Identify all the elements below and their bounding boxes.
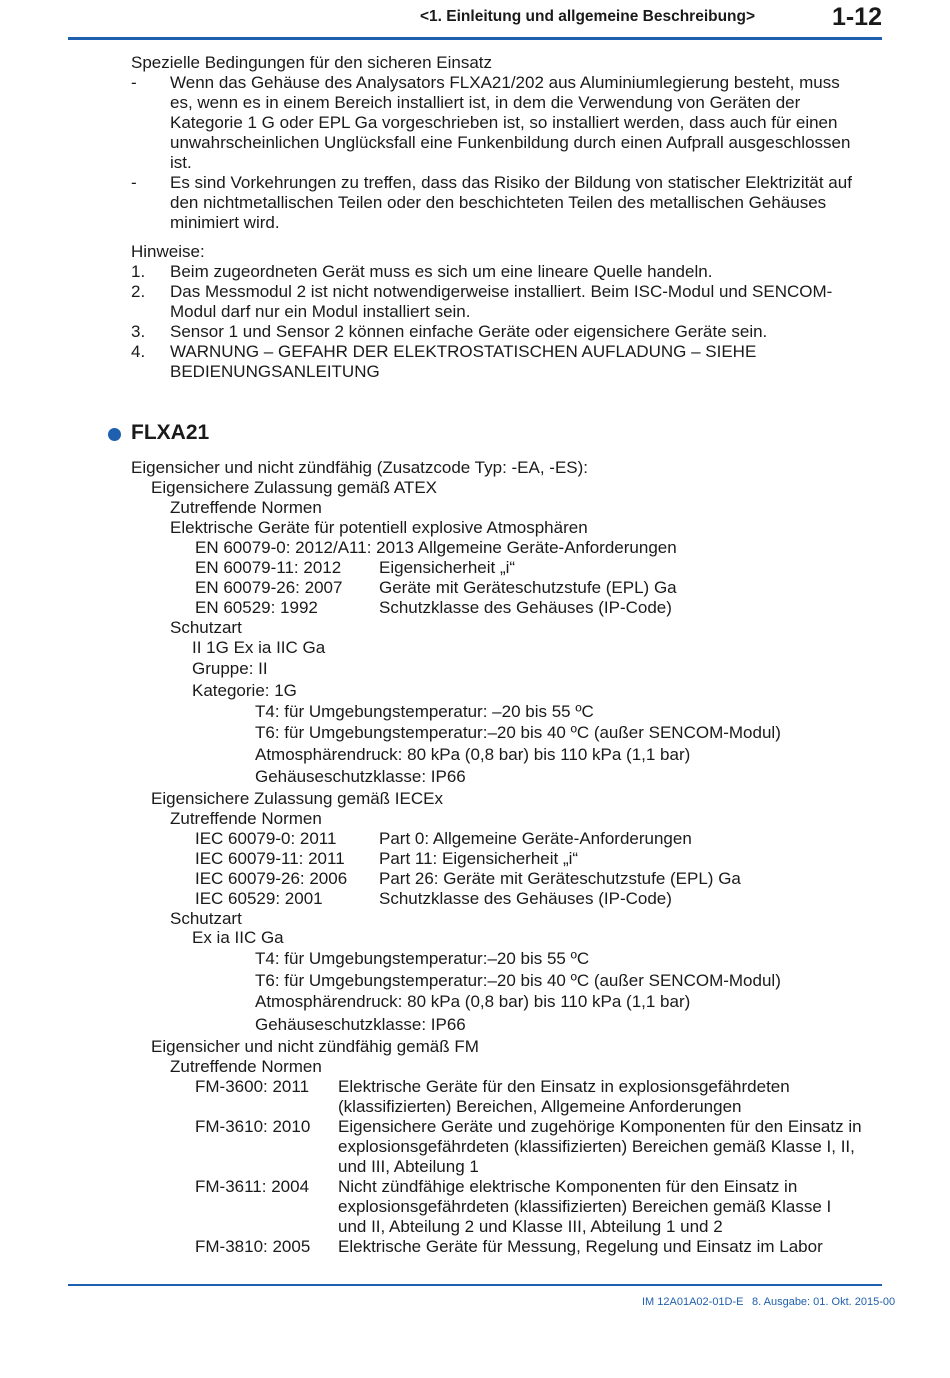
note-2-line: Modul darf nur ein Modul installiert sein. [170, 302, 471, 321]
conditions-item-1-line: Kategorie 1 G oder EPL Ga vorgeschrieben ist, so installiert werden, dass auch für einen [170, 113, 838, 132]
fm-standard-code: FM-3600: 2011 [195, 1077, 310, 1096]
atex-standard-desc: Eigensicherheit „i“ [379, 558, 516, 577]
atex-standard-code: EN 60079-0: 2012/A11: 2013 Allgemeine Geräte-Anforderungen [195, 538, 677, 557]
document-id: IM 12A01A02-01D-E [642, 1296, 744, 1308]
atex-standard-desc: Geräte mit Geräteschutzstufe (EPL) Ga [379, 578, 677, 597]
note-2-marker: 2. [131, 282, 146, 301]
iecex-standard-code: IEC 60079-26: 2006 [195, 869, 348, 888]
iecex-detail: T4: für Umgebungstemperatur:–20 bis 55 ºC [255, 949, 590, 968]
chapter-header: <1. Einleitung und allgemeine Beschreibung> [420, 8, 756, 25]
fm-standards-label: Zutreffende Normen [170, 1057, 322, 1076]
page-number: 1-12 [831, 3, 882, 31]
fm-standard-line: explosionsgefährdeten (klassifizierten) Bereichen gemäß Klasse I [338, 1197, 832, 1216]
conditions-item-1-marker: - [131, 73, 137, 92]
atex-title: Eigensichere Zulassung gemäß ATEX [151, 478, 437, 497]
fm-standard-code: FM-3611: 2004 [195, 1177, 310, 1196]
note-1-line: Beim zugeordneten Gerät muss es sich um eine lineare Quelle handeln. [170, 262, 713, 281]
conditions-item-2-line: minimiert wird. [170, 213, 280, 232]
iecex-marking: Ex ia IIC Ga [192, 928, 284, 947]
section-bullet-icon [108, 428, 121, 441]
atex-detail: Atmosphärendruck: 80 kPa (0,8 bar) bis 110 kPa (1,1 bar) [255, 745, 691, 764]
fm-standard-code: FM-3810: 2005 [195, 1237, 311, 1256]
conditions-item-1-line: es, wenn es in einem Bereich installiert ist, in dem die Verwendung von Geräten der [170, 93, 801, 112]
iecex-standard-desc: Schutzklasse des Gehäuses (IP-Code) [379, 889, 672, 908]
note-4-line: WARNUNG – GEFAHR DER ELEKTROSTATISCHEN AUFLADUNG – SIEHE [170, 342, 757, 361]
note-3-line: Sensor 1 und Sensor 2 können einfache Geräte oder eigensichere Geräte sein. [170, 322, 768, 341]
iecex-title: Eigensichere Zulassung gemäß IECEx [151, 789, 443, 808]
atex-marking: II 1G Ex ia IIC Ga [192, 638, 326, 657]
conditions-item-1-line: Wenn das Gehäuse des Analysators FLXA21/202 aus Aluminiumlegierung besteht, muss [170, 73, 840, 92]
fm-standard-line: explosionsgefährdeten (klassifizierten) Bereichen gemäß Klasse I, II, [338, 1137, 855, 1156]
conditions-title: Spezielle Bedingungen für den sicheren Einsatz [131, 53, 493, 72]
fm-standard-line: Elektrische Geräte für den Einsatz in explosionsgefährdeten [338, 1077, 790, 1096]
note-3-marker: 3. [131, 322, 146, 341]
atex-standard-code: EN 60079-11: 2012 [195, 558, 342, 577]
conditions-item-1-line: unwahrscheinlichen Unglücksfall eine Funkenbildung durch einen Aufprall ausgeschlossen [170, 133, 851, 152]
note-2-line: Das Messmodul 2 ist nicht notwendigerweise installiert. Beim ISC-Modul und SENCOM- [170, 282, 833, 301]
atex-standard-code: EN 60529: 1992 [195, 598, 318, 617]
fm-standard-line: Nicht zündfähige elektrische Komponenten für den Einsatz in [338, 1177, 798, 1196]
iecex-detail: Gehäuseschutzklasse: IP66 [255, 1015, 466, 1034]
conditions-item-2-marker: - [131, 173, 137, 192]
header-rule [68, 37, 882, 40]
atex-standards-desc: Elektrische Geräte für potentiell explosive Atmosphären [170, 518, 588, 537]
atex-detail: T4: für Umgebungstemperatur: –20 bis 55 ºC [255, 702, 594, 721]
conditions-item-2-line: den nichtmetallischen Teilen oder den beschichteten Teilen des metallischen Gehäuses [170, 193, 827, 212]
iecex-detail: T6: für Umgebungstemperatur:–20 bis 40 ºC (außer SENCOM-Modul) [255, 971, 781, 990]
note-4-line: BEDIENUNGSANLEITUNG [170, 362, 380, 381]
fm-standard-line: Elektrische Geräte für Messung, Regelung und Einsatz im Labor [338, 1237, 823, 1256]
atex-standards-label: Zutreffende Normen [170, 498, 322, 517]
iecex-protection-label: Schutzart [170, 909, 242, 928]
fm-standard-line: Eigensichere Geräte und zugehörige Komponenten für den Einsatz in [338, 1117, 862, 1136]
iecex-standard-desc: Part 26: Geräte mit Geräteschutzstufe (EPL) Ga [379, 869, 741, 888]
section-intro: Eigensicher und nicht zündfähig (Zusatzcode Typ: -EA, -ES): [131, 458, 589, 477]
iecex-standard-desc: Part 11: Eigensicherheit „i“ [379, 849, 579, 868]
fm-standard-line: und III, Abteilung 1 [338, 1157, 479, 1176]
atex-detail: Gehäuseschutzklasse: IP66 [255, 767, 466, 786]
notes-title: Hinweise: [131, 242, 205, 261]
iecex-standards-label: Zutreffende Normen [170, 809, 322, 828]
iecex-detail: Atmosphärendruck: 80 kPa (0,8 bar) bis 110 kPa (1,1 bar) [255, 992, 691, 1011]
footer-rule [68, 1284, 882, 1286]
conditions-item-1-line: ist. [170, 153, 192, 172]
iecex-standard-code: IEC 60529: 2001 [195, 889, 323, 908]
atex-standard-code: EN 60079-26: 2007 [195, 578, 343, 597]
atex-standard-desc: Schutzklasse des Gehäuses (IP-Code) [379, 598, 672, 617]
fm-standard-code: FM-3610: 2010 [195, 1117, 311, 1136]
atex-category: Kategorie: 1G [192, 681, 297, 700]
note-4-marker: 4. [131, 342, 146, 361]
conditions-item-2-line: Es sind Vorkehrungen zu treffen, dass das Risiko der Bildung von statischer Elektrizität auf [170, 173, 852, 192]
atex-detail: T6: für Umgebungstemperatur:–20 bis 40 ºC (außer SENCOM-Modul) [255, 723, 781, 742]
atex-protection-label: Schutzart [170, 618, 242, 637]
fm-title: Eigensicher und nicht zündfähig gemäß FM [151, 1037, 479, 1056]
edition-date: 8. Ausgabe: 01. Okt. 2015-00 [752, 1296, 896, 1308]
iecex-standard-desc: Part 0: Allgemeine Geräte-Anforderungen [379, 829, 692, 848]
iecex-standard-code: IEC 60079-11: 2011 [195, 849, 345, 868]
fm-standard-line: und II, Abteilung 2 und Klasse III, Abteilung 1 und 2 [338, 1217, 723, 1236]
note-1-marker: 1. [131, 262, 146, 281]
section-heading: FLXA21 [131, 421, 210, 444]
iecex-standard-code: IEC 60079-0: 2011 [195, 829, 337, 848]
fm-standard-line: (klassifizierten) Bereichen, Allgemeine Anforderungen [338, 1097, 742, 1116]
atex-group: Gruppe: II [192, 659, 268, 678]
